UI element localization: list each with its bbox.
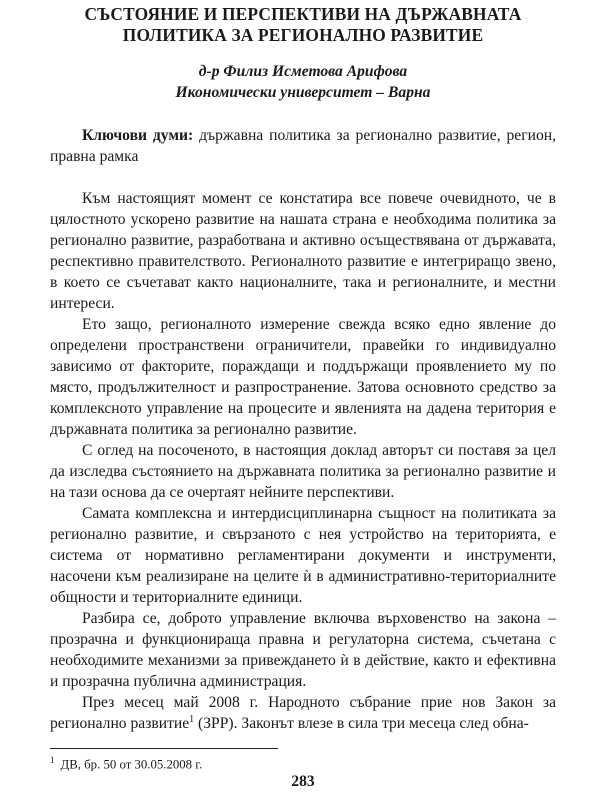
paragraph-last-text: През месец май 2008 г. Народното събрание прие нов Закон за регионално развитие <box>50 694 556 732</box>
keywords-text: държавна политика за регионално развитие, регион, правна рамка <box>50 127 557 165</box>
footnote-divider <box>50 748 278 749</box>
paragraph: Към настоящият момент се констатира все повече очевидното, че в цялостното ускорено развитие на нашата страна е необходима политика за регионално развитие, разработвана и активно осъществявана от държавата, респективно правителството. Регионалното развитие е интегриращо звено, в което се съчетават както националните, така и регионалните, и местни интереси. <box>50 190 556 312</box>
footnote-reference: 1 <box>189 713 195 725</box>
title-line-1: СЪСТОЯНИЕ И ПЕРСПЕКТИВИ НА ДЪРЖАВНАТА <box>84 4 522 24</box>
paragraph: С оглед на посоченото, в настоящия доклад авторът си поставя за цел да изследва състоянието на държавната политика за регионално развитие и на тази основа да се очертаят нейните перспективи. <box>50 442 556 501</box>
footnote-text: ДВ, бр. 50 от 30.05.2008 г. <box>60 757 203 772</box>
paragraph-last-continuation: (ЗРР). Законът влезе в сила три месеца след обна- <box>194 715 529 732</box>
author-name: д-р Филиз Исметова Арифова <box>198 63 408 80</box>
keywords-label: Ключови думи: <box>82 127 194 144</box>
footnote-mark: 1 <box>50 755 55 765</box>
author-affiliation: Икономически университет – Варна <box>175 84 431 101</box>
page-number: 283 <box>291 773 315 790</box>
footnote <box>50 752 202 772</box>
title-line-2: ПОЛИТИКА ЗА РЕГИОНАЛНО РАЗВИТИЕ <box>122 25 484 45</box>
paragraph: Ето защо, регионалното измерение свежда всяко едно явление до определени пространствени ограничители, правейки го индивидуално зависимо от факторите, пораждащи и поддържащи проявлението му по място, продължителност и разпространение. Затова основното средство за комплексното управление на процесите и явленията на дадена територия е държавната политика за регионално развитие. <box>50 316 556 438</box>
paragraph: Разбира се, доброто управление включва върховенство на закона – прозрачна и функционираща правна и регулаторна система, съчетана с необходимите механизми за привеждането ѝ в действие, както и ефективна и прозрачна публична администрация. <box>50 610 556 690</box>
paragraph: Самата комплексна и интердисциплинарна същност на политиката за регионално развитие, и свързаното с нея устройство на територията, е система от нормативно регламентирани документи и инструменти, насочени към реализиране на целите ѝ в административно-териториалните общности и териториалните единици. <box>50 505 556 606</box>
